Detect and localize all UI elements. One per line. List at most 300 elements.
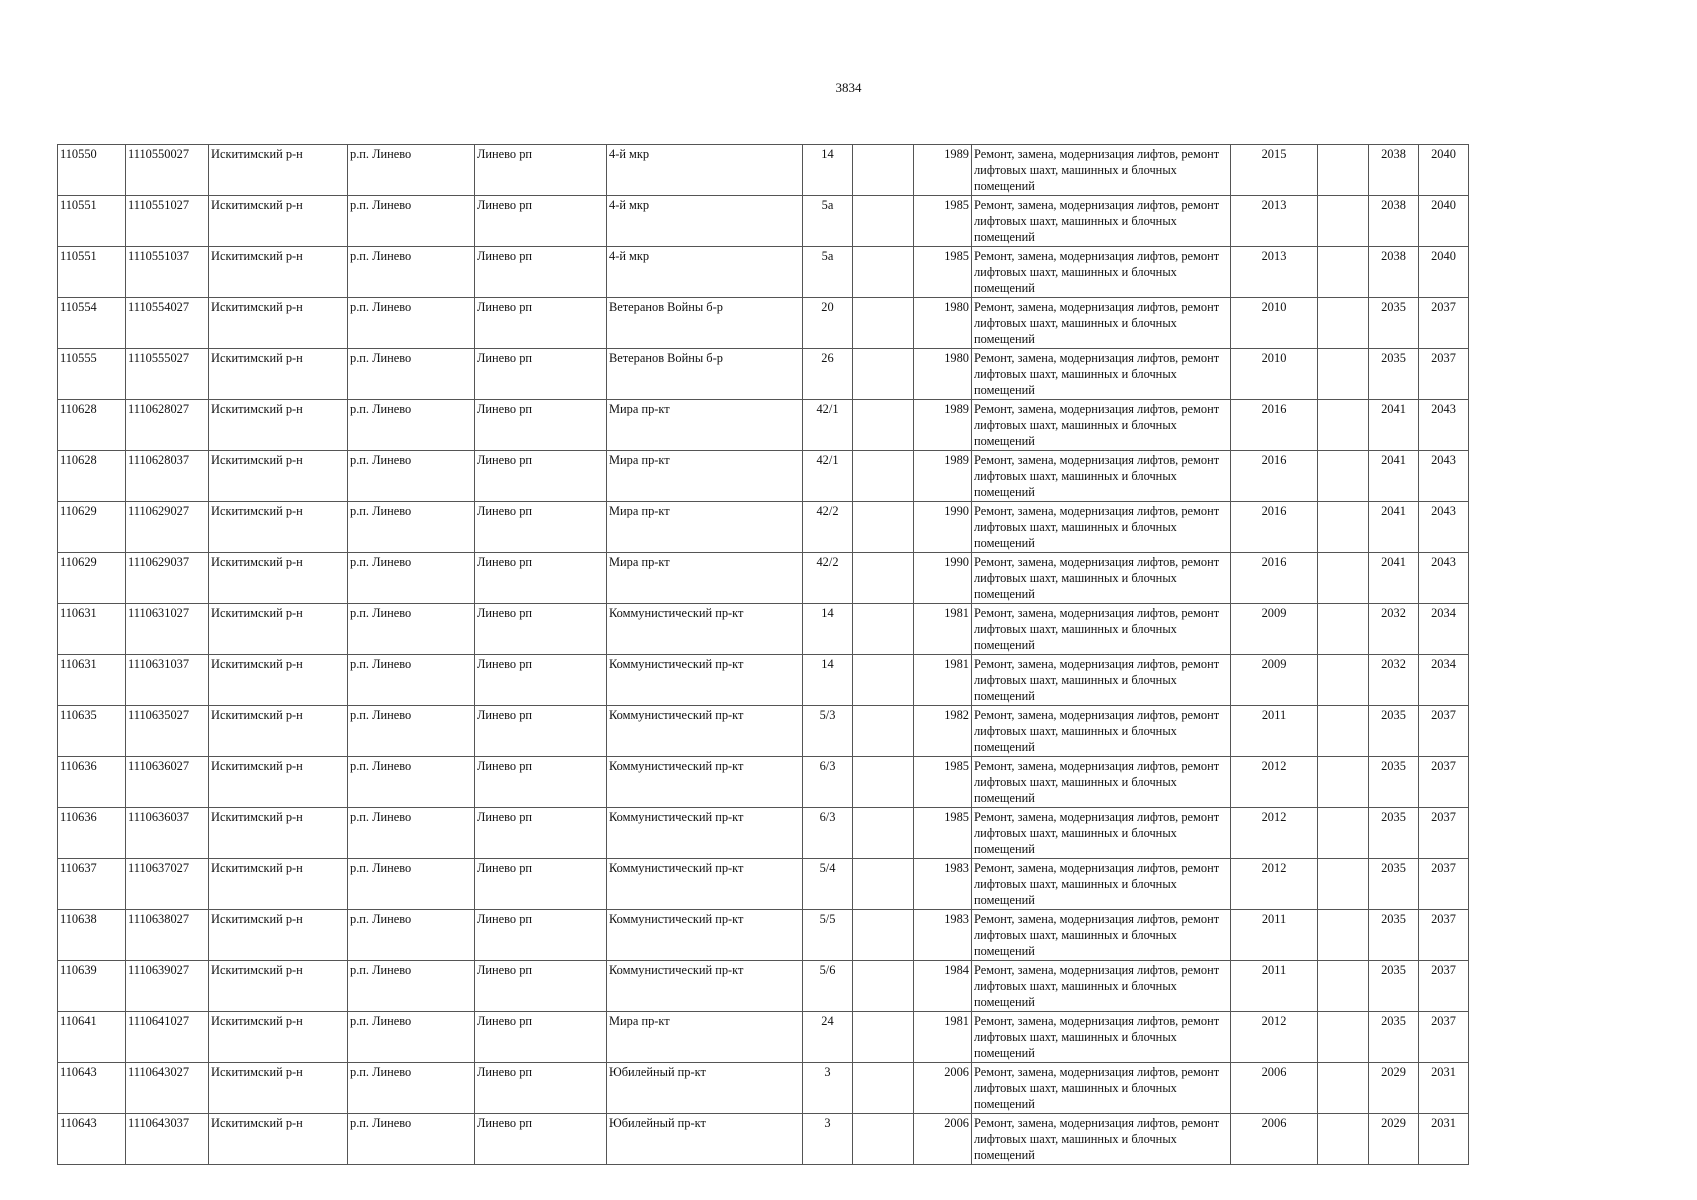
year-built-cell: 1985	[914, 808, 972, 859]
house-id-cell: 110551	[58, 247, 126, 298]
house-number-cell: 5а	[803, 196, 853, 247]
building-cell	[853, 604, 914, 655]
settlement-cell: р.п. Линево	[348, 196, 475, 247]
last-repair-year-cell: 2012	[1231, 808, 1318, 859]
work-type-cell: Ремонт, замена, модернизация лифтов, ремонт лифтовых шахт, машинных и блочных помещений	[972, 1063, 1231, 1114]
settlement-cell: р.п. Линево	[348, 298, 475, 349]
house-number-cell: 5/5	[803, 910, 853, 961]
work-type-cell: Ремонт, замена, модернизация лифтов, ремонт лифтовых шахт, машинных и блочных помещений	[972, 502, 1231, 553]
note-cell	[1318, 553, 1369, 604]
note-cell	[1318, 1114, 1369, 1165]
planned-from-cell: 2041	[1369, 502, 1419, 553]
planned-to-cell: 2037	[1419, 1012, 1469, 1063]
planned-to-cell: 2037	[1419, 298, 1469, 349]
year-built-cell: 1990	[914, 553, 972, 604]
house-number-cell: 14	[803, 604, 853, 655]
street-cell: Коммунистический пр-кт	[607, 757, 803, 808]
building-cell	[853, 961, 914, 1012]
object-code-cell: 1110551027	[126, 196, 209, 247]
district-cell: Искитимский р-н	[209, 247, 348, 298]
house-number-cell: 42/1	[803, 400, 853, 451]
district-cell: Искитимский р-н	[209, 1114, 348, 1165]
locality-cell: Линево рп	[475, 196, 607, 247]
building-cell	[853, 298, 914, 349]
last-repair-year-cell: 2009	[1231, 604, 1318, 655]
planned-from-cell: 2035	[1369, 910, 1419, 961]
last-repair-year-cell: 2011	[1231, 910, 1318, 961]
street-cell: Коммунистический пр-кт	[607, 961, 803, 1012]
work-type-cell: Ремонт, замена, модернизация лифтов, ремонт лифтовых шахт, машинных и блочных помещений	[972, 910, 1231, 961]
district-cell: Искитимский р-н	[209, 349, 348, 400]
table-row	[58, 451, 1469, 502]
work-type-cell: Ремонт, замена, модернизация лифтов, ремонт лифтовых шахт, машинных и блочных помещений	[972, 655, 1231, 706]
note-cell	[1318, 859, 1369, 910]
settlement-cell: р.п. Линево	[348, 859, 475, 910]
house-id-cell: 110555	[58, 349, 126, 400]
planned-from-cell: 2035	[1369, 757, 1419, 808]
year-built-cell: 1985	[914, 196, 972, 247]
year-built-cell: 1989	[914, 400, 972, 451]
house-id-cell: 110637	[58, 859, 126, 910]
settlement-cell: р.п. Линево	[348, 451, 475, 502]
planned-from-cell: 2035	[1369, 859, 1419, 910]
table-row	[58, 808, 1469, 859]
house-id-cell: 110643	[58, 1114, 126, 1165]
object-code-cell: 1110629037	[126, 553, 209, 604]
last-repair-year-cell: 2006	[1231, 1114, 1318, 1165]
house-id-cell: 110550	[58, 145, 126, 196]
district-cell: Искитимский р-н	[209, 196, 348, 247]
object-code-cell: 1110631027	[126, 604, 209, 655]
building-cell	[853, 145, 914, 196]
year-built-cell: 1981	[914, 604, 972, 655]
locality-cell: Линево рп	[475, 706, 607, 757]
last-repair-year-cell: 2015	[1231, 145, 1318, 196]
page-number: 3834	[835, 80, 862, 95]
note-cell	[1318, 604, 1369, 655]
last-repair-year-cell: 2012	[1231, 757, 1318, 808]
planned-to-cell: 2037	[1419, 808, 1469, 859]
planned-from-cell: 2029	[1369, 1114, 1419, 1165]
planned-from-cell: 2035	[1369, 706, 1419, 757]
object-code-cell: 1110550027	[126, 145, 209, 196]
settlement-cell: р.п. Линево	[348, 655, 475, 706]
locality-cell: Линево рп	[475, 757, 607, 808]
street-cell: Мира пр-кт	[607, 451, 803, 502]
building-cell	[853, 706, 914, 757]
settlement-cell: р.п. Линево	[348, 349, 475, 400]
district-cell: Искитимский р-н	[209, 961, 348, 1012]
note-cell	[1318, 757, 1369, 808]
house-id-cell: 110631	[58, 655, 126, 706]
object-code-cell: 1110635027	[126, 706, 209, 757]
street-cell: 4-й мкр	[607, 247, 803, 298]
table-row	[58, 1012, 1469, 1063]
note-cell	[1318, 706, 1369, 757]
district-cell: Искитимский р-н	[209, 1063, 348, 1114]
building-cell	[853, 910, 914, 961]
object-code-cell: 1110554027	[126, 298, 209, 349]
last-repair-year-cell: 2010	[1231, 349, 1318, 400]
street-cell: Ветеранов Войны б-р	[607, 349, 803, 400]
last-repair-year-cell: 2009	[1231, 655, 1318, 706]
work-type-cell: Ремонт, замена, модернизация лифтов, ремонт лифтовых шахт, машинных и блочных помещений	[972, 349, 1231, 400]
note-cell	[1318, 145, 1369, 196]
building-cell	[853, 247, 914, 298]
last-repair-year-cell: 2016	[1231, 502, 1318, 553]
building-cell	[853, 1012, 914, 1063]
year-built-cell: 1983	[914, 859, 972, 910]
building-cell	[853, 1114, 914, 1165]
planned-from-cell: 2041	[1369, 400, 1419, 451]
house-id-cell: 110628	[58, 451, 126, 502]
object-code-cell: 1110631037	[126, 655, 209, 706]
locality-cell: Линево рп	[475, 859, 607, 910]
work-type-cell: Ремонт, замена, модернизация лифтов, ремонт лифтовых шахт, машинных и блочных помещений	[972, 859, 1231, 910]
table-row	[58, 757, 1469, 808]
house-number-cell: 24	[803, 1012, 853, 1063]
building-cell	[853, 553, 914, 604]
year-built-cell: 1983	[914, 910, 972, 961]
last-repair-year-cell: 2016	[1231, 400, 1318, 451]
planned-to-cell: 2031	[1419, 1114, 1469, 1165]
planned-from-cell: 2035	[1369, 349, 1419, 400]
settlement-cell: р.п. Линево	[348, 1012, 475, 1063]
house-id-cell: 110636	[58, 757, 126, 808]
planned-from-cell: 2038	[1369, 145, 1419, 196]
house-id-cell: 110629	[58, 553, 126, 604]
district-cell: Искитимский р-н	[209, 298, 348, 349]
locality-cell: Линево рп	[475, 961, 607, 1012]
planned-to-cell: 2031	[1419, 1063, 1469, 1114]
planned-from-cell: 2035	[1369, 808, 1419, 859]
planned-from-cell: 2032	[1369, 655, 1419, 706]
note-cell	[1318, 808, 1369, 859]
district-cell: Искитимский р-н	[209, 400, 348, 451]
district-cell: Искитимский р-н	[209, 757, 348, 808]
planned-to-cell: 2037	[1419, 961, 1469, 1012]
house-id-cell: 110631	[58, 604, 126, 655]
district-cell: Искитимский р-н	[209, 604, 348, 655]
work-type-cell: Ремонт, замена, модернизация лифтов, ремонт лифтовых шахт, машинных и блочных помещений	[972, 298, 1231, 349]
planned-from-cell: 2038	[1369, 196, 1419, 247]
planned-to-cell: 2043	[1419, 451, 1469, 502]
settlement-cell: р.п. Линево	[348, 400, 475, 451]
work-type-cell: Ремонт, замена, модернизация лифтов, ремонт лифтовых шахт, машинных и блочных помещений	[972, 1012, 1231, 1063]
settlement-cell: р.п. Линево	[348, 808, 475, 859]
building-cell	[853, 757, 914, 808]
district-cell: Искитимский р-н	[209, 859, 348, 910]
note-cell	[1318, 349, 1369, 400]
work-type-cell: Ремонт, замена, модернизация лифтов, ремонт лифтовых шахт, машинных и блочных помещений	[972, 757, 1231, 808]
house-number-cell: 6/3	[803, 808, 853, 859]
settlement-cell: р.п. Линево	[348, 757, 475, 808]
planned-from-cell: 2035	[1369, 961, 1419, 1012]
house-number-cell: 3	[803, 1063, 853, 1114]
settlement-cell: р.п. Линево	[348, 706, 475, 757]
work-type-cell: Ремонт, замена, модернизация лифтов, ремонт лифтовых шахт, машинных и блочных помещений	[972, 604, 1231, 655]
repair-register-table	[57, 144, 1469, 1165]
house-id-cell: 110639	[58, 961, 126, 1012]
work-type-cell: Ремонт, замена, модернизация лифтов, ремонт лифтовых шахт, машинных и блочных помещений	[972, 451, 1231, 502]
planned-to-cell: 2034	[1419, 655, 1469, 706]
house-id-cell: 110629	[58, 502, 126, 553]
street-cell: 4-й мкр	[607, 145, 803, 196]
building-cell	[853, 808, 914, 859]
locality-cell: Линево рп	[475, 451, 607, 502]
work-type-cell: Ремонт, замена, модернизация лифтов, ремонт лифтовых шахт, машинных и блочных помещений	[972, 961, 1231, 1012]
house-number-cell: 42/2	[803, 553, 853, 604]
last-repair-year-cell: 2012	[1231, 1012, 1318, 1063]
house-number-cell: 3	[803, 1114, 853, 1165]
locality-cell: Линево рп	[475, 298, 607, 349]
house-id-cell: 110636	[58, 808, 126, 859]
building-cell	[853, 1063, 914, 1114]
planned-to-cell: 2034	[1419, 604, 1469, 655]
table-row	[58, 349, 1469, 400]
year-built-cell: 1989	[914, 145, 972, 196]
house-id-cell: 110551	[58, 196, 126, 247]
building-cell	[853, 400, 914, 451]
last-repair-year-cell: 2013	[1231, 196, 1318, 247]
locality-cell: Линево рп	[475, 910, 607, 961]
last-repair-year-cell: 2016	[1231, 553, 1318, 604]
table-row	[58, 298, 1469, 349]
table-row	[58, 1063, 1469, 1114]
house-number-cell: 5/4	[803, 859, 853, 910]
table-row	[58, 553, 1469, 604]
locality-cell: Линево рп	[475, 145, 607, 196]
table-row	[58, 400, 1469, 451]
note-cell	[1318, 1012, 1369, 1063]
house-number-cell: 14	[803, 145, 853, 196]
settlement-cell: р.п. Линево	[348, 502, 475, 553]
year-built-cell: 2006	[914, 1114, 972, 1165]
street-cell: Коммунистический пр-кт	[607, 706, 803, 757]
note-cell	[1318, 451, 1369, 502]
planned-from-cell: 2032	[1369, 604, 1419, 655]
work-type-cell: Ремонт, замена, модернизация лифтов, ремонт лифтовых шахт, машинных и блочных помещений	[972, 145, 1231, 196]
settlement-cell: р.п. Линево	[348, 145, 475, 196]
building-cell	[853, 859, 914, 910]
object-code-cell: 1110555027	[126, 349, 209, 400]
last-repair-year-cell: 2010	[1231, 298, 1318, 349]
object-code-cell: 1110643037	[126, 1114, 209, 1165]
house-number-cell: 5/3	[803, 706, 853, 757]
settlement-cell: р.п. Линево	[348, 553, 475, 604]
street-cell: Коммунистический пр-кт	[607, 604, 803, 655]
settlement-cell: р.п. Линево	[348, 1063, 475, 1114]
work-type-cell: Ремонт, замена, модернизация лифтов, ремонт лифтовых шахт, машинных и блочных помещений	[972, 196, 1231, 247]
locality-cell: Линево рп	[475, 1063, 607, 1114]
note-cell	[1318, 196, 1369, 247]
street-cell: Коммунистический пр-кт	[607, 910, 803, 961]
house-id-cell: 110643	[58, 1063, 126, 1114]
locality-cell: Линево рп	[475, 553, 607, 604]
settlement-cell: р.п. Линево	[348, 961, 475, 1012]
planned-to-cell: 2040	[1419, 247, 1469, 298]
house-id-cell: 110641	[58, 1012, 126, 1063]
district-cell: Искитимский р-н	[209, 451, 348, 502]
planned-to-cell: 2037	[1419, 757, 1469, 808]
year-built-cell: 1982	[914, 706, 972, 757]
year-built-cell: 1990	[914, 502, 972, 553]
object-code-cell: 1110636037	[126, 808, 209, 859]
settlement-cell: р.п. Линево	[348, 247, 475, 298]
district-cell: Искитимский р-н	[209, 706, 348, 757]
object-code-cell: 1110551037	[126, 247, 209, 298]
year-built-cell: 1981	[914, 1012, 972, 1063]
planned-to-cell: 2037	[1419, 910, 1469, 961]
house-number-cell: 6/3	[803, 757, 853, 808]
locality-cell: Линево рп	[475, 502, 607, 553]
table-row	[58, 706, 1469, 757]
street-cell: Юбилейный пр-кт	[607, 1114, 803, 1165]
settlement-cell: р.п. Линево	[348, 1114, 475, 1165]
house-id-cell: 110554	[58, 298, 126, 349]
table-row	[58, 859, 1469, 910]
settlement-cell: р.п. Линево	[348, 910, 475, 961]
locality-cell: Линево рп	[475, 1012, 607, 1063]
street-cell: Ветеранов Войны б-р	[607, 298, 803, 349]
year-built-cell: 1989	[914, 451, 972, 502]
note-cell	[1318, 502, 1369, 553]
note-cell	[1318, 1063, 1369, 1114]
planned-to-cell: 2043	[1419, 553, 1469, 604]
work-type-cell: Ремонт, замена, модернизация лифтов, ремонт лифтовых шахт, машинных и блочных помещений	[972, 553, 1231, 604]
planned-to-cell: 2037	[1419, 706, 1469, 757]
table-row	[58, 502, 1469, 553]
planned-to-cell: 2043	[1419, 502, 1469, 553]
year-built-cell: 1980	[914, 298, 972, 349]
street-cell: Мира пр-кт	[607, 400, 803, 451]
last-repair-year-cell: 2011	[1231, 706, 1318, 757]
note-cell	[1318, 961, 1369, 1012]
planned-to-cell: 2040	[1419, 196, 1469, 247]
building-cell	[853, 502, 914, 553]
street-cell: Коммунистический пр-кт	[607, 808, 803, 859]
locality-cell: Линево рп	[475, 808, 607, 859]
object-code-cell: 1110643027	[126, 1063, 209, 1114]
planned-to-cell: 2037	[1419, 859, 1469, 910]
street-cell: 4-й мкр	[607, 196, 803, 247]
house-id-cell: 110635	[58, 706, 126, 757]
year-built-cell: 1985	[914, 757, 972, 808]
table-row	[58, 604, 1469, 655]
work-type-cell: Ремонт, замена, модернизация лифтов, ремонт лифтовых шахт, машинных и блочных помещений	[972, 706, 1231, 757]
planned-to-cell: 2043	[1419, 400, 1469, 451]
building-cell	[853, 655, 914, 706]
table-row	[58, 961, 1469, 1012]
table-row	[58, 910, 1469, 961]
house-number-cell: 5а	[803, 247, 853, 298]
year-built-cell: 1984	[914, 961, 972, 1012]
table-row	[58, 247, 1469, 298]
year-built-cell: 1981	[914, 655, 972, 706]
object-code-cell: 1110629027	[126, 502, 209, 553]
object-code-cell: 1110638027	[126, 910, 209, 961]
planned-to-cell: 2040	[1419, 145, 1469, 196]
house-id-cell: 110628	[58, 400, 126, 451]
planned-from-cell: 2035	[1369, 1012, 1419, 1063]
district-cell: Искитимский р-н	[209, 655, 348, 706]
locality-cell: Линево рп	[475, 655, 607, 706]
house-id-cell: 110638	[58, 910, 126, 961]
last-repair-year-cell: 2016	[1231, 451, 1318, 502]
year-built-cell: 1985	[914, 247, 972, 298]
house-number-cell: 5/6	[803, 961, 853, 1012]
building-cell	[853, 349, 914, 400]
object-code-cell: 1110641027	[126, 1012, 209, 1063]
locality-cell: Линево рп	[475, 604, 607, 655]
house-number-cell: 42/2	[803, 502, 853, 553]
note-cell	[1318, 655, 1369, 706]
object-code-cell: 1110636027	[126, 757, 209, 808]
street-cell: Коммунистический пр-кт	[607, 859, 803, 910]
last-repair-year-cell: 2012	[1231, 859, 1318, 910]
table-row	[58, 196, 1469, 247]
note-cell	[1318, 247, 1369, 298]
year-built-cell: 1980	[914, 349, 972, 400]
year-built-cell: 2006	[914, 1063, 972, 1114]
locality-cell: Линево рп	[475, 349, 607, 400]
planned-from-cell: 2041	[1369, 553, 1419, 604]
district-cell: Искитимский р-н	[209, 145, 348, 196]
house-number-cell: 14	[803, 655, 853, 706]
house-number-cell: 20	[803, 298, 853, 349]
house-number-cell: 26	[803, 349, 853, 400]
street-cell: Коммунистический пр-кт	[607, 655, 803, 706]
planned-from-cell: 2038	[1369, 247, 1419, 298]
street-cell: Мира пр-кт	[607, 1012, 803, 1063]
note-cell	[1318, 400, 1369, 451]
work-type-cell: Ремонт, замена, модернизация лифтов, ремонт лифтовых шахт, машинных и блочных помещений	[972, 808, 1231, 859]
district-cell: Искитимский р-н	[209, 1012, 348, 1063]
planned-from-cell: 2041	[1369, 451, 1419, 502]
planned-from-cell: 2029	[1369, 1063, 1419, 1114]
work-type-cell: Ремонт, замена, модернизация лифтов, ремонт лифтовых шахт, машинных и блочных помещений	[972, 247, 1231, 298]
district-cell: Искитимский р-н	[209, 808, 348, 859]
table-row	[58, 145, 1469, 196]
object-code-cell: 1110628037	[126, 451, 209, 502]
object-code-cell: 1110637027	[126, 859, 209, 910]
last-repair-year-cell: 2006	[1231, 1063, 1318, 1114]
street-cell: Мира пр-кт	[607, 502, 803, 553]
object-code-cell: 1110639027	[126, 961, 209, 1012]
note-cell	[1318, 298, 1369, 349]
table-row	[58, 655, 1469, 706]
table-row	[58, 1114, 1469, 1165]
object-code-cell: 1110628027	[126, 400, 209, 451]
street-cell: Мира пр-кт	[607, 553, 803, 604]
planned-to-cell: 2037	[1419, 349, 1469, 400]
district-cell: Искитимский р-н	[209, 502, 348, 553]
locality-cell: Линево рп	[475, 247, 607, 298]
planned-from-cell: 2035	[1369, 298, 1419, 349]
settlement-cell: р.п. Линево	[348, 604, 475, 655]
locality-cell: Линево рп	[475, 400, 607, 451]
building-cell	[853, 451, 914, 502]
locality-cell: Линево рп	[475, 1114, 607, 1165]
building-cell	[853, 196, 914, 247]
work-type-cell: Ремонт, замена, модернизация лифтов, ремонт лифтовых шахт, машинных и блочных помещений	[972, 400, 1231, 451]
house-number-cell: 42/1	[803, 451, 853, 502]
work-type-cell: Ремонт, замена, модернизация лифтов, ремонт лифтовых шахт, машинных и блочных помещений	[972, 1114, 1231, 1165]
note-cell	[1318, 910, 1369, 961]
last-repair-year-cell: 2011	[1231, 961, 1318, 1012]
district-cell: Искитимский р-н	[209, 553, 348, 604]
district-cell: Искитимский р-н	[209, 910, 348, 961]
